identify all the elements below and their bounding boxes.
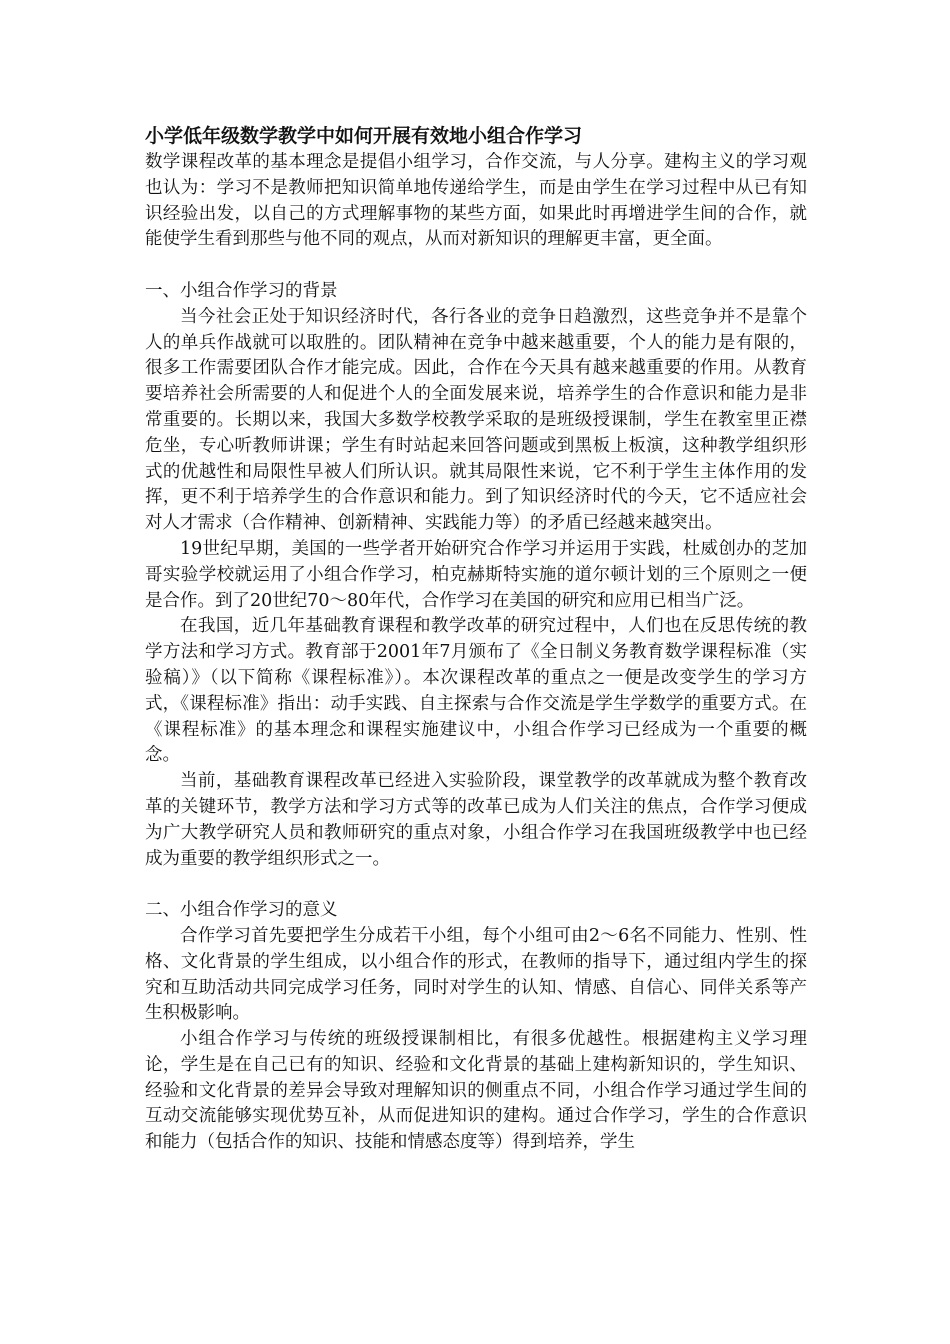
section1-paragraph: 19世纪早期，美国的一些学者开始研究合作学习并运用于实践，杜威创办的芝加哥实验学校就运用了小组合作学习，柏克赫斯特实施的道尔顿计划的三个原则之一便是合作。到了20世纪70～80年代，合作学习在美国的研究和应用已相当广泛。 [145, 538, 807, 611]
section-heading-background: 一、小组合作学习的背景 [145, 280, 338, 301]
section1-paragraph: 当今社会正处于知识经济时代，各行各业的竞争日趋激烈，这些竞争并不是靠个人的单兵作战就可以取胜的。团队精神在竞争中越来越重要，个人的能力是有限的，很多工作需要团队合作才能完成。因此，合作在今天具有越来越重要的作用。从教育要培养社会所需要的人和促进个人的全面发展来说，培养学生的合作意识和能力是非常重要的。长期以来，我国大多数学校教学采取的是班级授课制，学生在教室里正襟危坐，专心听教师讲课；学生有时站起来回答问题或到黑板上板演，这种教学组织形式的优越性和局限性早被人们所认识。就其局限性来说，它不利于学生主体作用的发挥，更不利于培养学生的合作意识和能力。到了知识经济时代的今天，它不适应社会对人才需求（合作精神、创新精神、实践能力等）的矛盾已经越来越突出。 [145, 306, 807, 534]
document-page [145, 122, 807, 1156]
blank-line [145, 253, 807, 279]
intro-paragraph: 数学课程改革的基本理念是提倡小组学习，合作交流，与人分享。建构主义的学习观也认为：学习不是教师把知识简单地传递给学生，而是由学生在学习过程中从已有知识经验出发，以自己的方式理解事物的某些方面，如果此时再增进学生间的合作，就能使学生看到那些与他不同的观点，从而对新知识的理解更丰富，更全面。 [145, 152, 807, 250]
blank-line [145, 872, 807, 898]
section2-paragraph: 小组合作学习与传统的班级授课制相比，有很多优越性。根据建构主义学习理论，学生是在自己已有的知识、经验和文化背景的基础上建构新知识的，学生知识、经验和文化背景的差异会导致对理解知识的侧重点不同，小组合作学习通过学生间的互动交流能够实现优势互补，从而促进知识的建构。通过合作学习，学生的合作意识和能力（包括合作的知识、技能和情感态度等）得到培养，学生 [145, 1029, 807, 1153]
section2-paragraph: 合作学习首先要把学生分成若干小组，每个小组可由2～6名不同能力、性别、性格、文化背景的学生组成，以小组合作的形式，在教师的指导下，通过组内学生的探究和互助活动共同完成学习任务，同时对学生的认知、情感、自信心、同伴关系等产生积极影响。 [145, 925, 807, 1024]
document-title: 小学低年级数学教学中如何开展有效地小组合作学习 [145, 125, 583, 147]
section1-paragraph: 在我国，近几年基础教育课程和教学改革的研究过程中，人们也在反思传统的教学方法和学习方式。教育部于2001年7月颁布了《全日制义务教育数学课程标准（实验稿）》（以下简称《课程标准》）。本次课程改革的重点之一便是改变学生的学习方式，《课程标准》指出：动手实践、自主探索与合作交流是学生学数学的重要方式。在《课程标准》的基本理念和课程实施建议中，小组合作学习已经成为一个重要的概念。 [145, 616, 807, 766]
section-heading-significance: 二、小组合作学习的意义 [145, 900, 338, 921]
section1-paragraph: 当前，基础教育课程改革已经进入实验阶段，课堂教学的改革就成为整个教育改革的关键环节，教学方法和学习方式等的改革已成为人们关注的焦点，合作学习便成为广大教学研究人员和教师研究的重点对象，小组合作学习在我国班级教学中也已经成为重要的教学组织形式之一。 [145, 771, 807, 869]
